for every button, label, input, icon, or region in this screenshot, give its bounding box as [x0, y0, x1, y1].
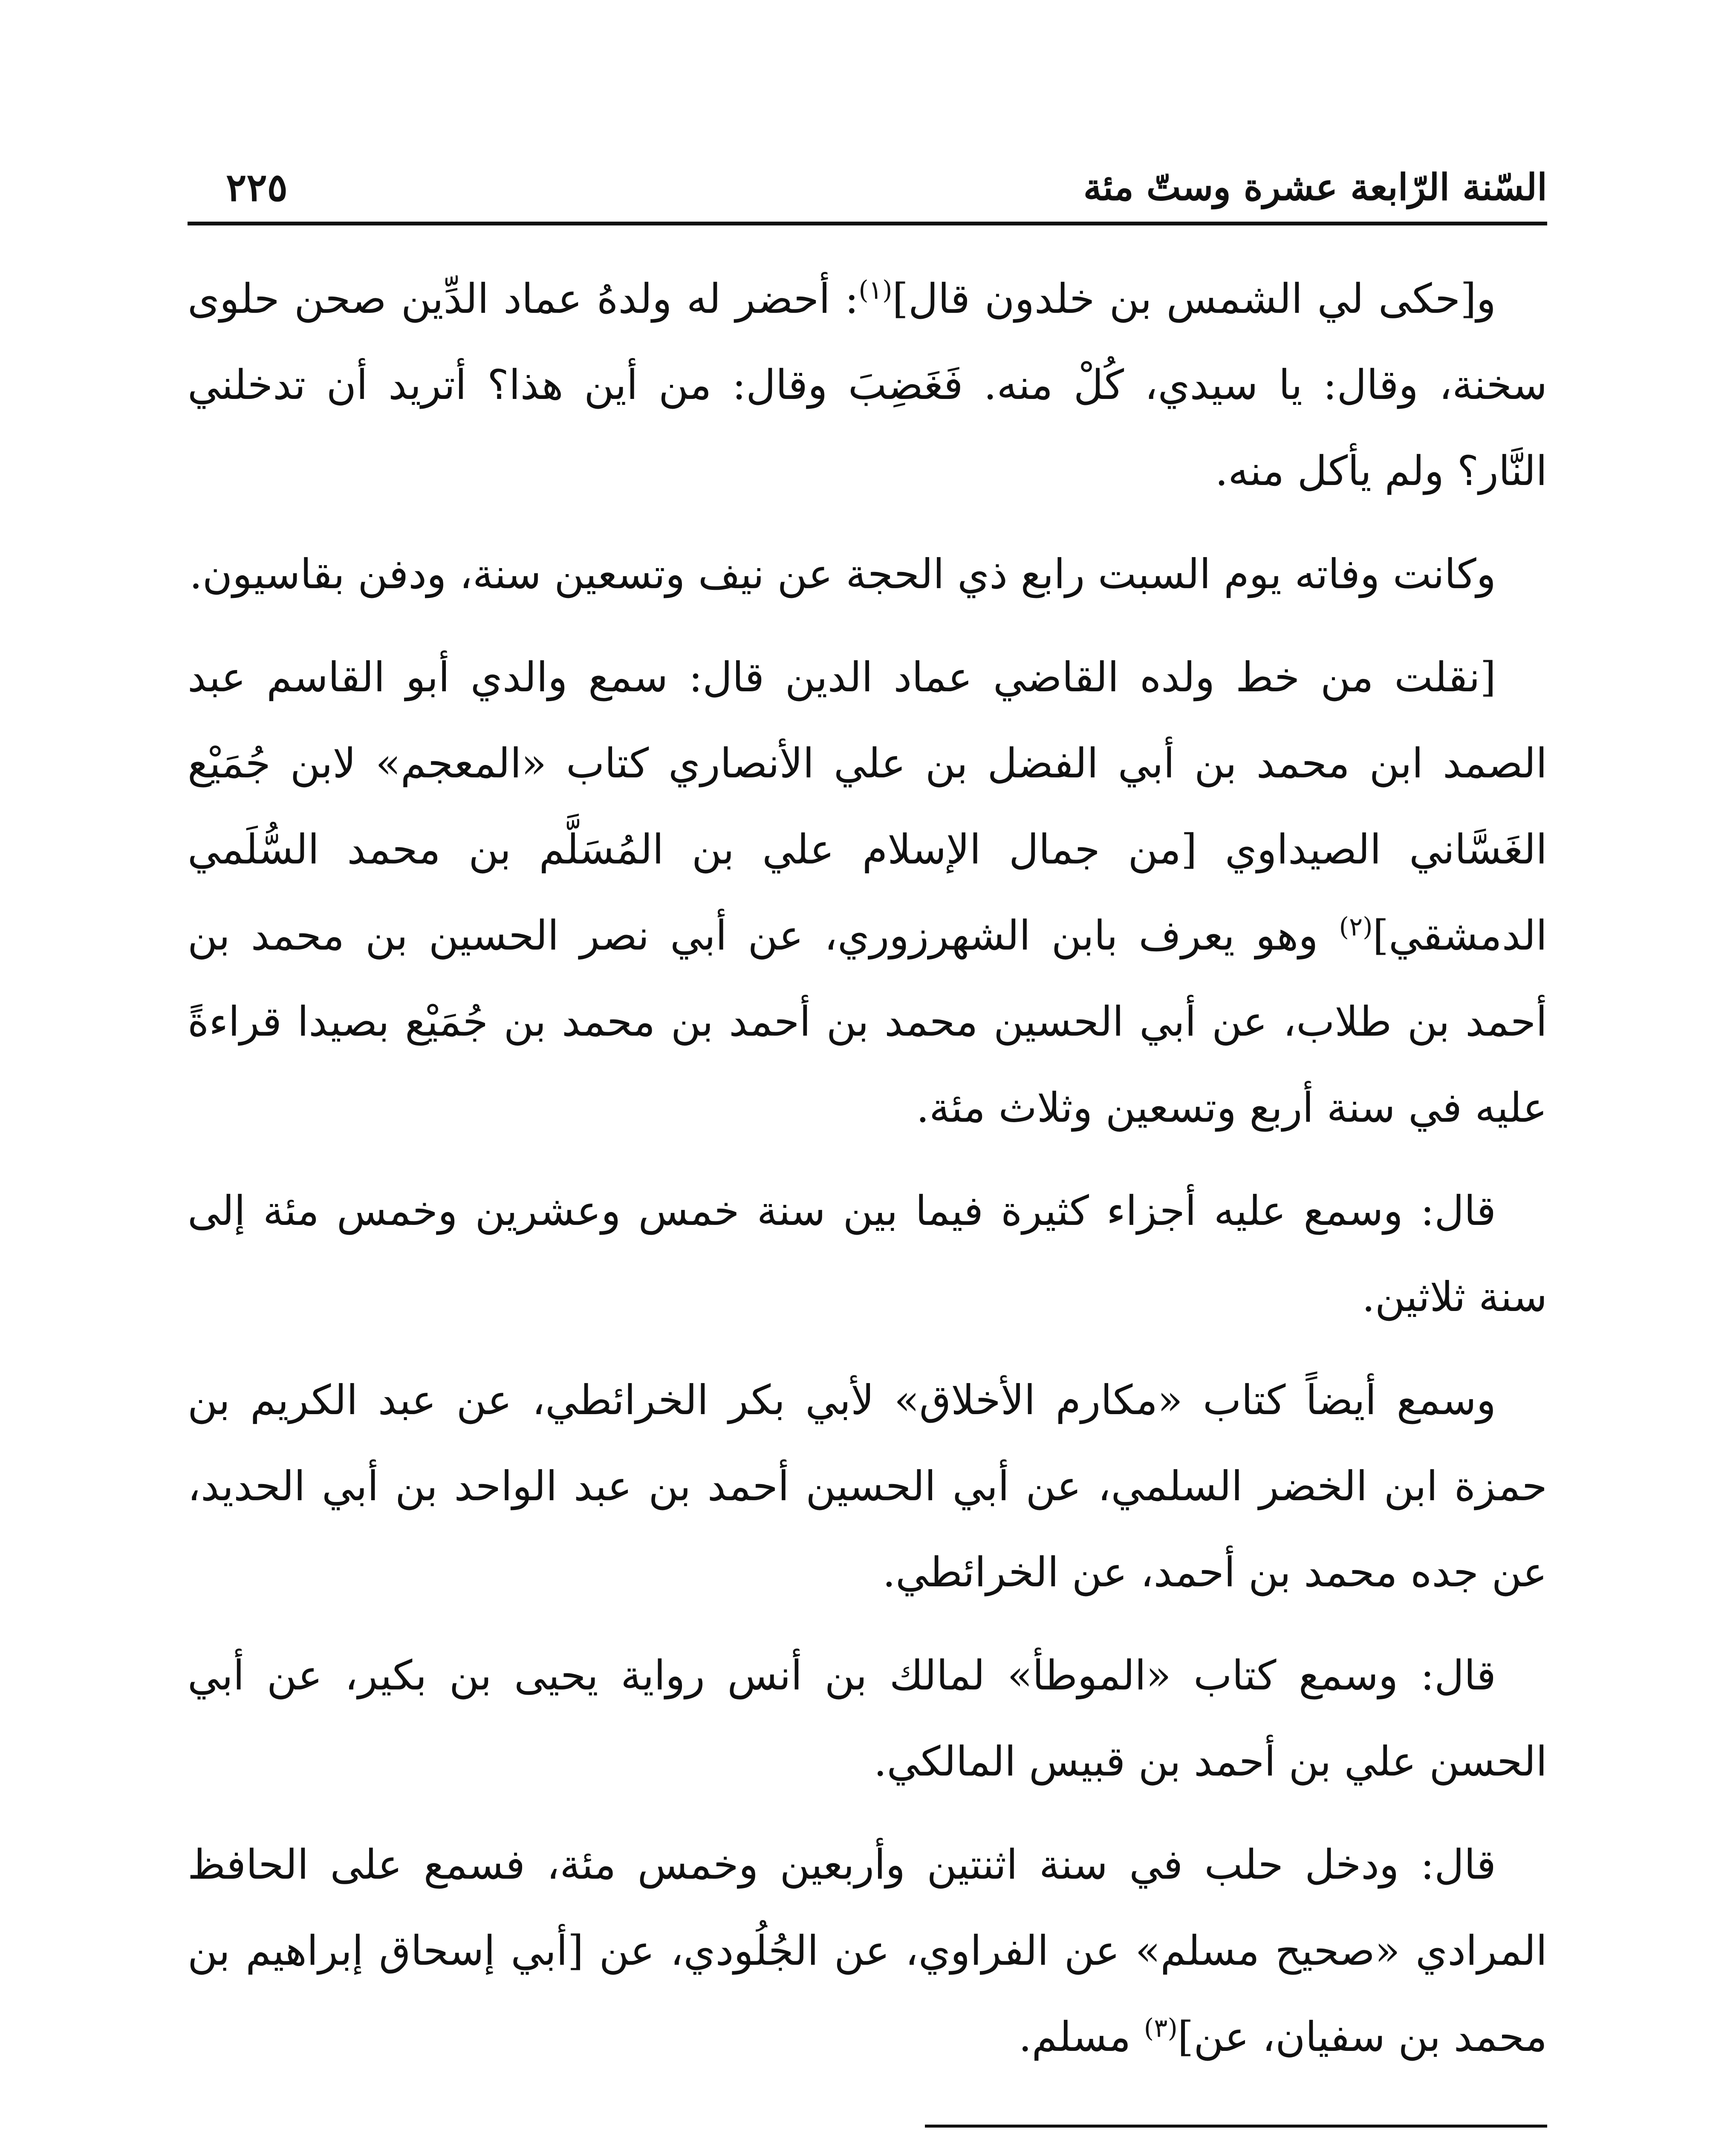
paragraph-6: [188, 1632, 1547, 1805]
header-rule: [188, 222, 1547, 225]
footnote-separator: [925, 2125, 1547, 2128]
paragraph-7-text-a: قال: ودخل حلب في سنة اثنتين وأربعين وخمس مئة، فسمع على الحافظ المرادي «صحيح مسلم» عن الفراوي، عن الجُلُودي، عن [أبي إسحاق إبراهيم بن محمد بن سفيان، عن]: [188, 1841, 1547, 2061]
page-number: ٢٢٥: [226, 165, 288, 210]
paragraph-1: [188, 256, 1547, 514]
footnote-ref-2: (٢): [1339, 912, 1373, 942]
paragraph-5: [188, 1357, 1547, 1615]
paragraph-3: [188, 634, 1547, 1151]
paragraph-7-text-b: مسلم.: [1019, 2013, 1144, 2061]
paragraph-4-text: قال: وسمع عليه أجزاء كثيرة فيما بين سنة خمس وعشرين وخمس مئة إلى سنة ثلاثين.: [188, 1187, 1547, 1321]
paragraph-1-text-a: و[حكى لي الشمس بن خلدون قال]: [892, 275, 1496, 323]
paragraph-3-text-b: وهو يعرف بابن الشهرزوري، عن أبي نصر الحسين بن محمد بن أحمد بن طلاب، عن أبي الحسين محمد بن أحمد بن محمد بن جُمَيْع بصيدا قراءةً عليه في سنة أربع وتسعين وثلاث مئة.: [188, 912, 1548, 1132]
paragraph-2: [188, 531, 1547, 617]
page-header: [188, 162, 1547, 213]
paragraph-1-text-b: : أحضر له ولدهُ عماد الدِّين صحن حلوى سخنة، وقال: يا سيدي، كُلْ منه. فَغَضِبَ وقال: من أين هذا؟ أتريد أن تدخلني النَّار؟ ولم يأكل منه.: [188, 275, 1548, 495]
running-title: السّنة الرّابعة عشرة وستّ مئة: [1083, 166, 1547, 209]
paragraph-5-text: وسمع أيضاً كتاب «مكارم الأخلاق» لأبي بكر الخرائطي، عن عبد الكريم بن حمزة ابن الخضر السلمي، عن أبي الحسين أحمد بن عبد الواحد بن أبي الحديد، عن جده محمد بن أحمد، عن الخرائطي.: [188, 1376, 1547, 1596]
paragraph-6-text: قال: وسمع كتاب «الموطأ» لمالك بن أنس رواية يحيى بن بكير، عن أبي الحسن علي بن أحمد بن قبيس المالكي.: [188, 1652, 1547, 1785]
main-text: [188, 256, 1547, 2080]
paragraph-7: [188, 1822, 1547, 2080]
paragraph-4: [188, 1168, 1547, 1340]
footnote-ref-3: (٣): [1144, 2013, 1178, 2043]
paragraph-2-text: وكانت وفاته يوم السبت رابع ذي الحجة عن نيف وتسعين سنة، ودفن بقاسيون.: [189, 550, 1496, 598]
paragraph-3-text-a: [نقلت من خط ولده القاضي عماد الدين قال: سمع والدي أبو القاسم عبد الصمد ابن محمد بن أبي الفضل بن علي الأنصاري كتاب «المعجم» لابن جُمَيْع الغَسَّاني الصيداوي [من جمال الإسلام علي بن المُسَلَّم بن محمد السُّلَمي الدمشقي]: [188, 653, 1547, 959]
footnote-ref-1: (١): [858, 275, 893, 305]
